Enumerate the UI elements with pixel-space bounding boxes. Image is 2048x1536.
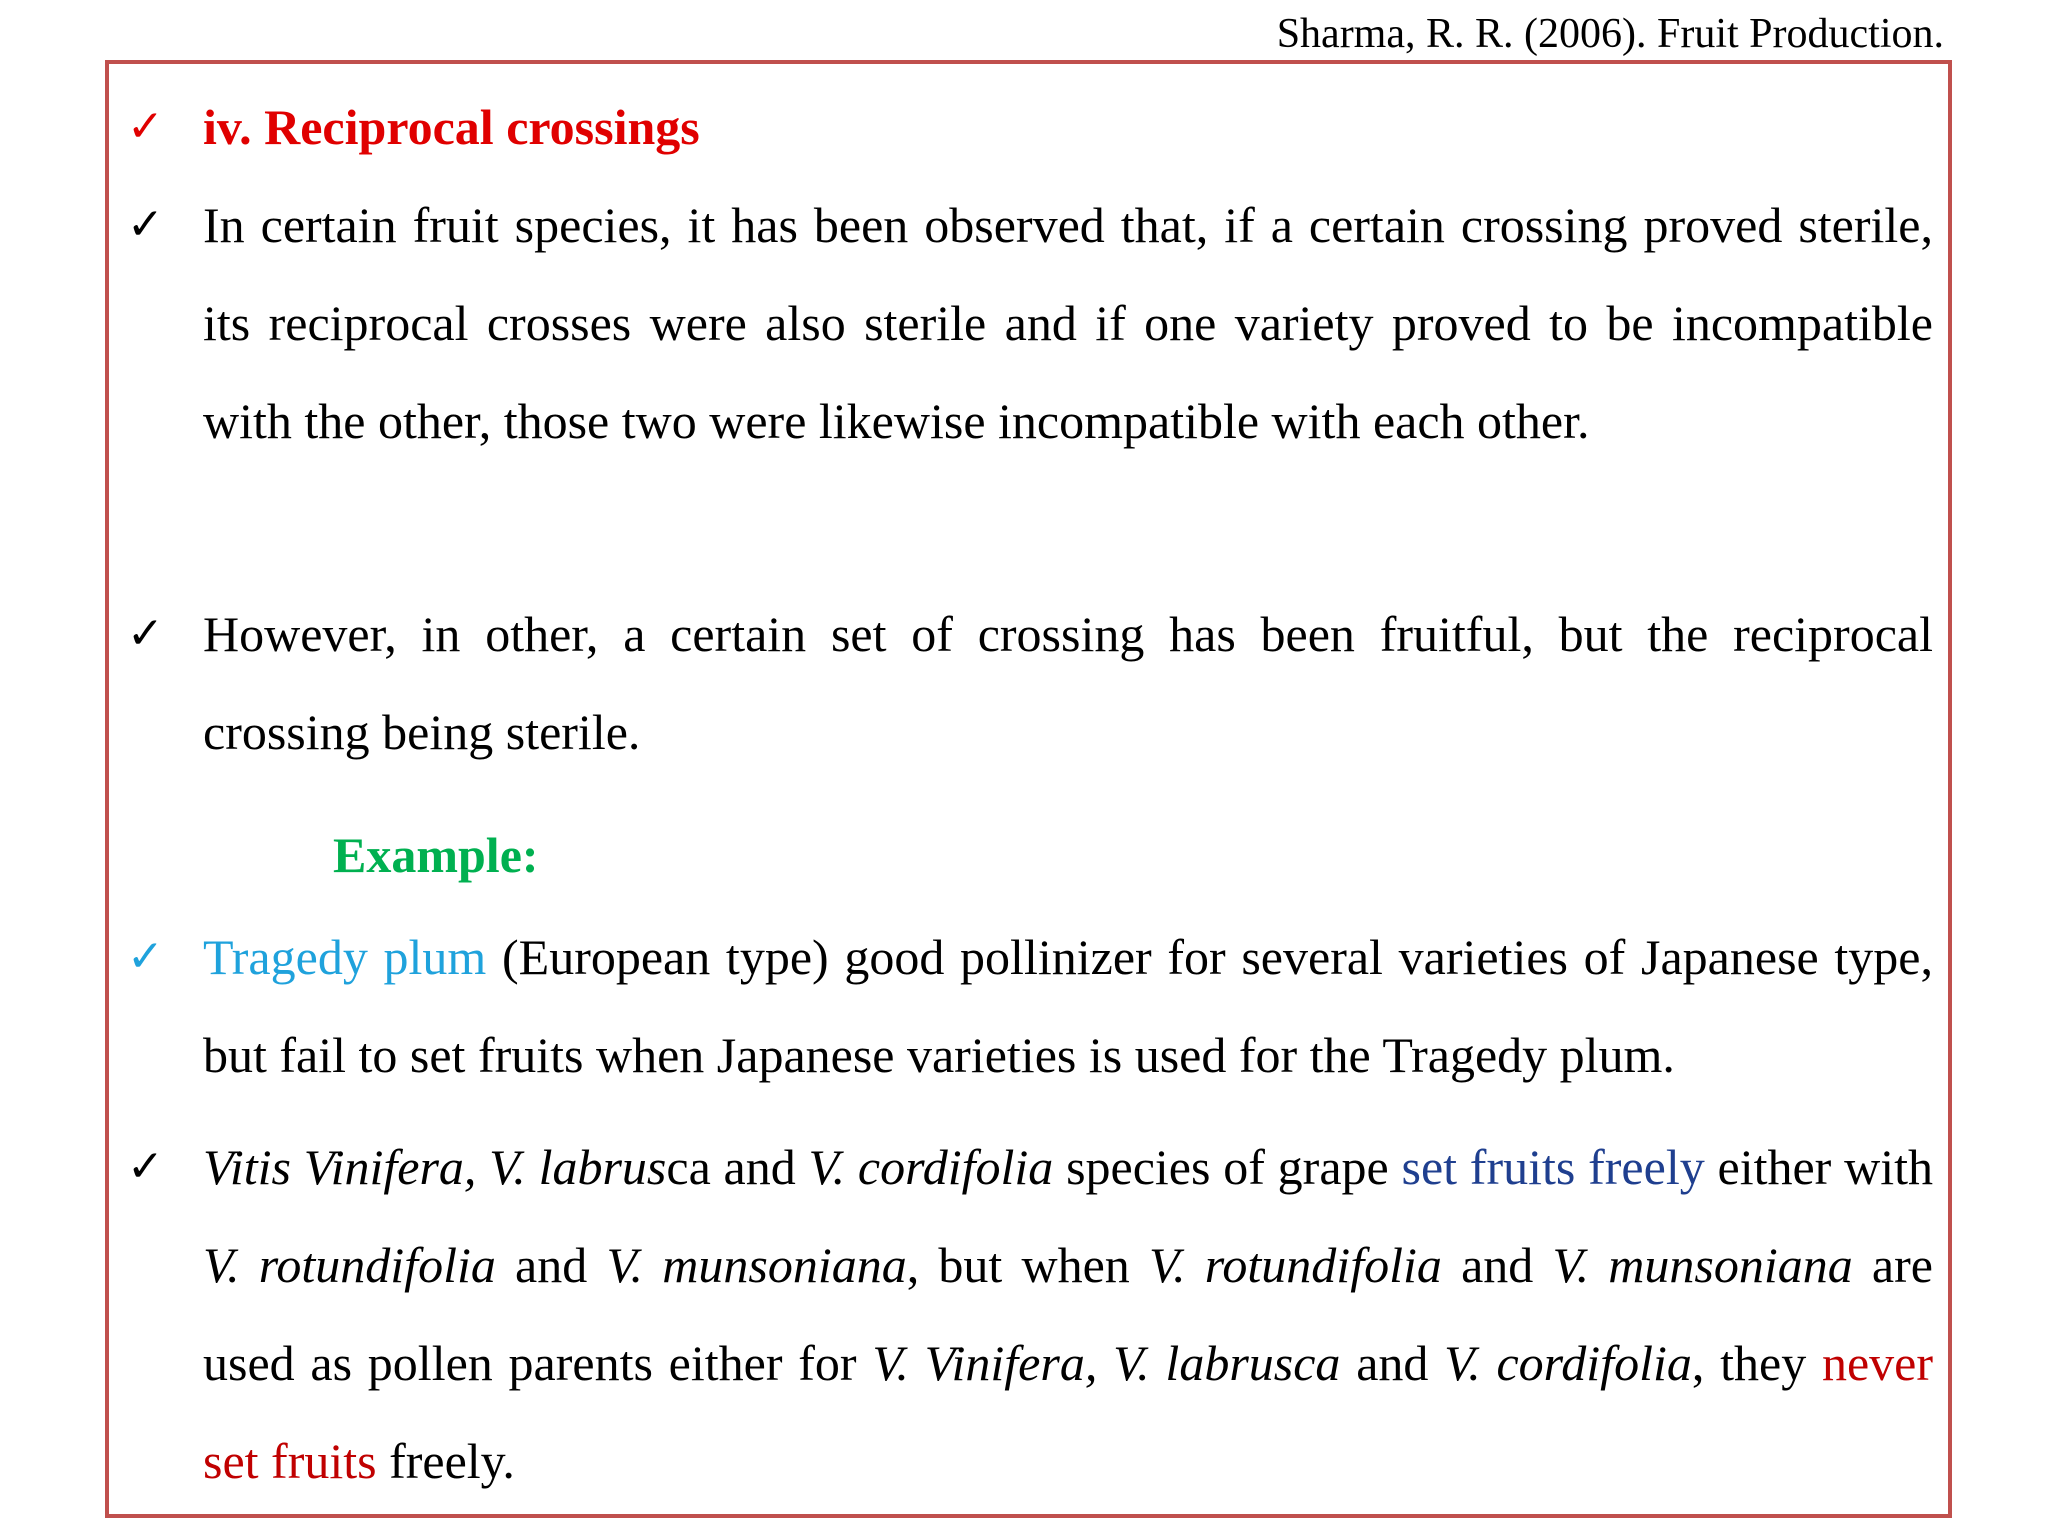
check-icon: ✓ <box>127 931 164 982</box>
bullet-text-run: are used as pollen parents either for <box>203 1237 1933 1391</box>
bullet-text-run: ca and <box>666 1139 809 1195</box>
bullet-text <box>203 908 1933 1104</box>
bullet-text-run: and <box>1441 1237 1553 1293</box>
check-icon: ✓ <box>127 1141 164 1192</box>
bullet-text-run: and <box>1340 1335 1445 1391</box>
example-label: Example: <box>333 827 539 883</box>
species-name: V. munsoniana <box>1552 1237 1853 1293</box>
slide-heading: iv. Reciprocal crossings <box>203 99 700 155</box>
check-icon: ✓ <box>127 199 164 250</box>
bullet-text-run: species of grape <box>1053 1139 1402 1195</box>
bullet-text: In certain fruit species, it has been observed that, if a certain crossing proved sterile, its reciprocal crosses were also sterile and if one variety proved to be incompatible with the other, those two were likewise incompatible with each other. <box>203 197 1933 449</box>
check-icon: ✓ <box>127 608 164 659</box>
check-icon: ✓ <box>127 101 164 152</box>
highlight-text: never set fruits <box>203 1335 1933 1489</box>
species-name: V. munsoniana <box>606 1237 907 1293</box>
bullet-text <box>203 1118 1933 1510</box>
bullet-text: However, in other, a certain set of crossing has been fruitful, but the reciprocal crossing being sterile. <box>203 606 1933 760</box>
highlight-text: Tragedy plum <box>203 929 487 985</box>
bullet-text-run: either with <box>1704 1139 1933 1195</box>
bullet-text-run: and <box>495 1237 607 1293</box>
species-name: V. Vinifera, V. labrusca <box>872 1335 1341 1391</box>
species-name: V. cordifolia <box>808 1139 1054 1195</box>
bullet-text-run: freely. <box>376 1433 515 1489</box>
species-name: Vitis Vinifera, V. labrus <box>203 1139 667 1195</box>
bullet-text-run: (European type) good pollinizer for several varieties of Japanese type, but fail to set fruits when Japanese varieties is used for the Tragedy plum. <box>203 929 1933 1083</box>
citation: Sharma, R. R. (2006). Fruit Production. <box>1276 11 1944 57</box>
highlight-text: set fruits freely <box>1401 1139 1705 1195</box>
bullet-text-run: , they <box>1691 1335 1822 1391</box>
bullet-text-run: , but when <box>906 1237 1150 1293</box>
species-name: V. rotundifolia <box>1149 1237 1442 1293</box>
species-name: V. cordifolia <box>1444 1335 1692 1391</box>
species-name: V. rotundifolia <box>203 1237 496 1293</box>
